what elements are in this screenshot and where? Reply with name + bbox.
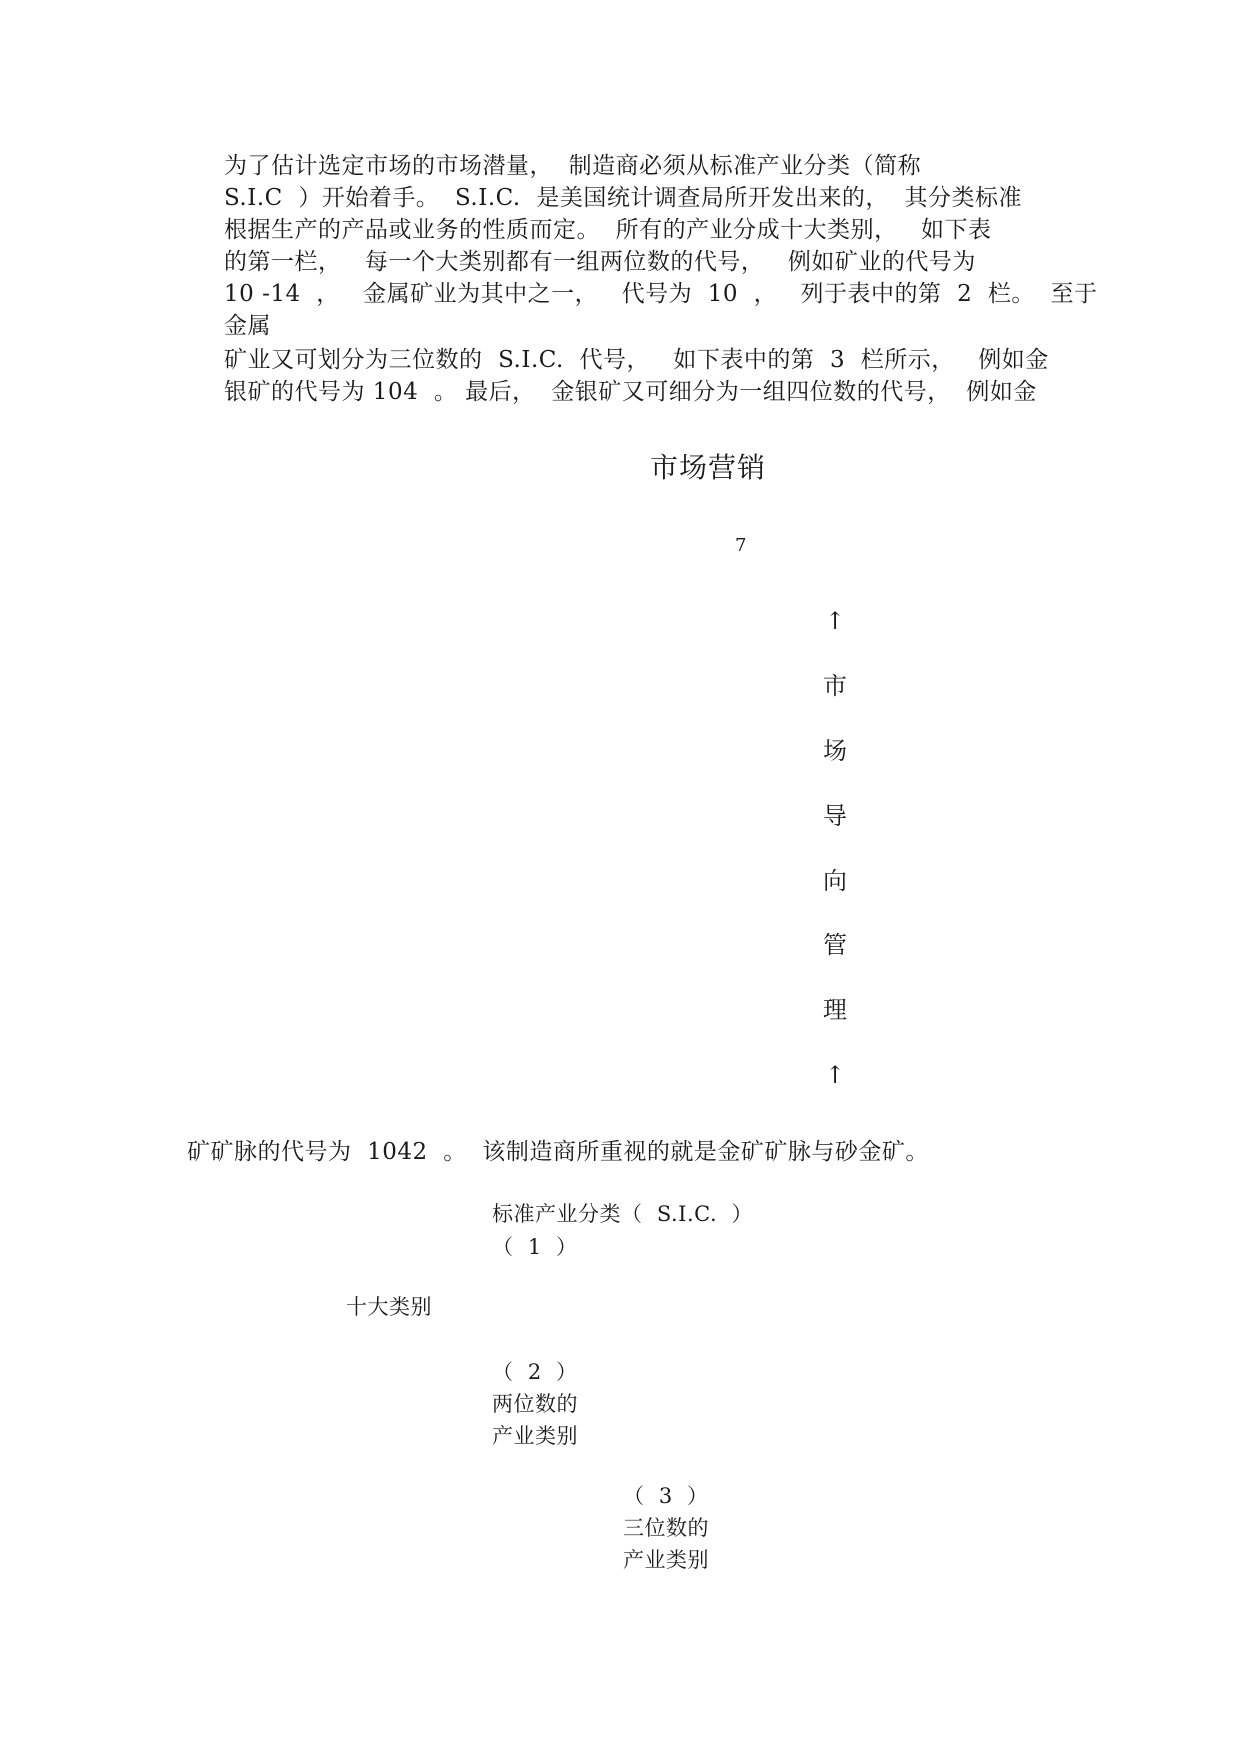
col3-label-line1: 三位数的: [623, 1516, 709, 1540]
body-line-2: S.I.C ）开始着手。 S.I.C. 是美国统计调查局所开发出来的， 其分类标准: [224, 185, 1022, 211]
continuation-line: 矿矿脉的代号为 1042 。 该制造商所重视的就是金矿矿脉与砂金矿。: [187, 1139, 929, 1165]
body-line-4: 的第一栏， 每一个大类别都有一组两位数的代号， 例如矿业的代号为: [224, 249, 976, 275]
col1-label: 十大类别: [346, 1295, 432, 1319]
col1-number: （ 1 ）: [492, 1235, 578, 1259]
running-header-title: 市场营销: [650, 451, 767, 484]
side-char-3: 导: [823, 802, 847, 830]
table-title: 标准产业分类（ S.I.C. ）: [492, 1202, 753, 1226]
side-arrow-up-top: ↑: [824, 607, 846, 635]
body-line-3: 根据生产的产品或业务的性质而定。 所有的产业分成十大类别， 如下表: [224, 217, 992, 243]
side-arrow-up-bottom: ↑: [824, 1061, 846, 1089]
col2-number: （ 2 ）: [492, 1360, 578, 1384]
col3-label-line2: 产业类别: [623, 1548, 709, 1572]
side-char-6: 理: [823, 996, 847, 1024]
body-line-1: 为了估计选定市场的市场潜量， 制造商必须从标准产业分类（简称: [224, 153, 922, 179]
page-number: 7: [735, 535, 747, 556]
body-line-6: 金属: [224, 313, 271, 339]
side-char-2: 场: [823, 737, 847, 765]
col2-label-line2: 产业类别: [492, 1424, 578, 1448]
side-char-1: 市: [823, 672, 847, 700]
side-char-5: 管: [823, 931, 847, 959]
body-line-7: 矿业又可划分为三位数的 S.I.C. 代号， 如下表中的第 3 栏所示， 例如金: [224, 347, 1049, 373]
side-char-4: 向: [823, 867, 847, 895]
col2-label-line1: 两位数的: [492, 1392, 578, 1416]
col3-number: （ 3 ）: [623, 1484, 709, 1508]
body-line-8: 银矿的代号为 104 。 最后， 金银矿又可细分为一组四位数的代号， 例如金: [224, 379, 1037, 405]
body-line-5: 10 -14 ， 金属矿业为其中之一， 代号为 10 ， 列于表中的第 2 栏。 至于: [224, 281, 1098, 307]
